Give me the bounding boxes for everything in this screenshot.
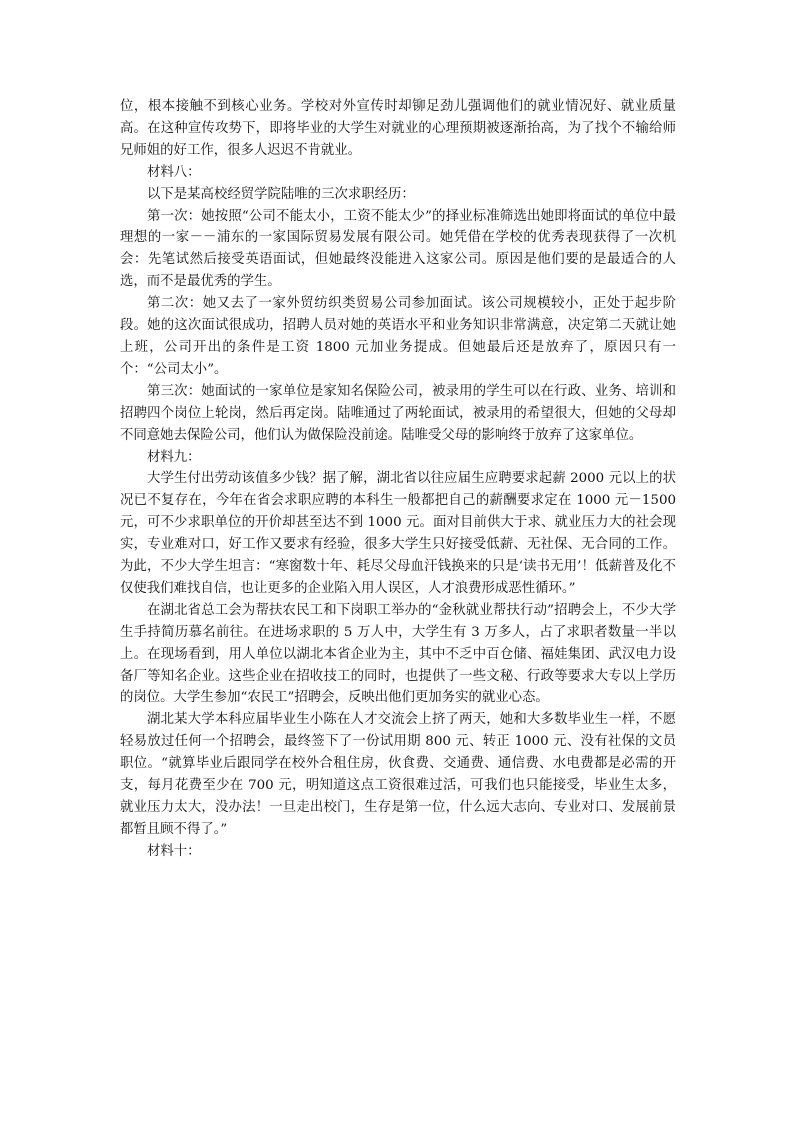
heading-material-9: 材料九： (147, 449, 201, 465)
paragraph-job-fair: 在湖北省总工会为帮扶农民工和下岗职工举办的“金秋就业帮扶行动”招聘会上，不少大学生手持简历慕名前往。在进场求职的 5 万人中，大学生有 3 万多人，占了求职者数量一半以上。在现场看到，用人单位以湖北本省企业为主，其中不乏中百仓储、福娃集团、武汉电力设备厂等知名企业。这些企业在招收技工的同时，也提供了一些文秘、行政等要求大专以上学历的岗位。大学生参加“农民工”招聘会，反映出他们更加务实的就业心态。 (120, 602, 676, 706)
paragraph-xiaochen: 湖北某大学本科应届毕业生小陈在人才交流会上挤了两天，她和大多数毕业生一样，不愿轻易放过任何一个招聘会，最终签下了一份试用期 800 元、转正 1000 元、没有社保的文员职位。“就算毕业后跟同学在校外合租住房，伙食费、交通费、通信费、水电费都是必需的开支，每月花费至少在 700 元，明知道这点工资很难过活，可我们也只能接受，毕业生太多，就业压力太大，没办法！一旦走出校门，生存是第一位，什么远大志向、专业对口、发展前景都暂且顾不得了。” (120, 712, 676, 837)
paragraph-second-attempt: 第二次：她又去了一家外贸纺织类贸易公司参加面试。该公司规模较小，正处于起步阶段。她的这次面试很成功，招聘人员对她的英语水平和业务知识非常满意，决定第二天就让她上班，公司开出的条件是工资 1800 元加业务提成。但她最后还是放弃了，原因只有一个：“公司太小”。 (120, 296, 676, 377)
heading-material-10: 材料十： (147, 843, 201, 859)
document-page (120, 96, 676, 863)
paragraph-third-attempt: 第三次：她面试的一家单位是家知名保险公司，被录用的学生可以在行政、业务、培训和招聘四个岗位上轮岗，然后再定岗。陆唯通过了两轮面试，被录用的希望很大，但她的父母却不同意她去保险公司，他们认为做保险没前途。陆唯受父母的影响终于放弃了这家单位。 (120, 383, 676, 443)
paragraph-salary: 大学生付出劳动该值多少钱？据了解，湖北省以往应届生应聘要求起薪 2000 元以上的状况已不复存在，今年在省会求职应聘的本科生一般都把自己的薪酬要求定在 1000 元－1500 元，可不少求职单位的开价却甚至达不到 1000 元。面对目前供大于求、就业压力大的社会现实，专业难对口，好工作又要求有经验，很多大学生只好接受低薪、无社保、无合同的工作。为此，不少大学生坦言：“寒窗数十年、耗尽父母血汗钱换来的只是‘读书无用’！低薪普及化不仅使我们难找自信，也让更多的企业陷入用人误区，人才浪费形成恶性循环。” (120, 471, 676, 596)
paragraph-intro-luwei: 以下是某高校经贸学院陆唯的三次求职经历： (147, 186, 415, 202)
paragraph-first-attempt: 第一次：她按照“公司不能太小，工资不能太少”的择业标准筛选出她即将面试的单位中最理想的一家－－浦东的一家国际贸易发展有限公司。她凭借在学校的优秀表现获得了一次机会：先笔试然后接受英语面试，但她最终没能进入这家公司。原因是他们要的是最适合的人选，而不是最优秀的学生。 (120, 208, 676, 290)
heading-material-8: 材料八： (147, 164, 201, 180)
paragraph-continuation: 位，根本接触不到核心业务。学校对外宣传时却铆足劲儿强调他们的就业情况好、就业质量高。在这种宣传攻势下，即将毕业的大学生对就业的心理预期被逐渐抬高，为了找个不输给师兄师姐的好工作，很多人迟迟不肯就业。 (120, 99, 676, 158)
